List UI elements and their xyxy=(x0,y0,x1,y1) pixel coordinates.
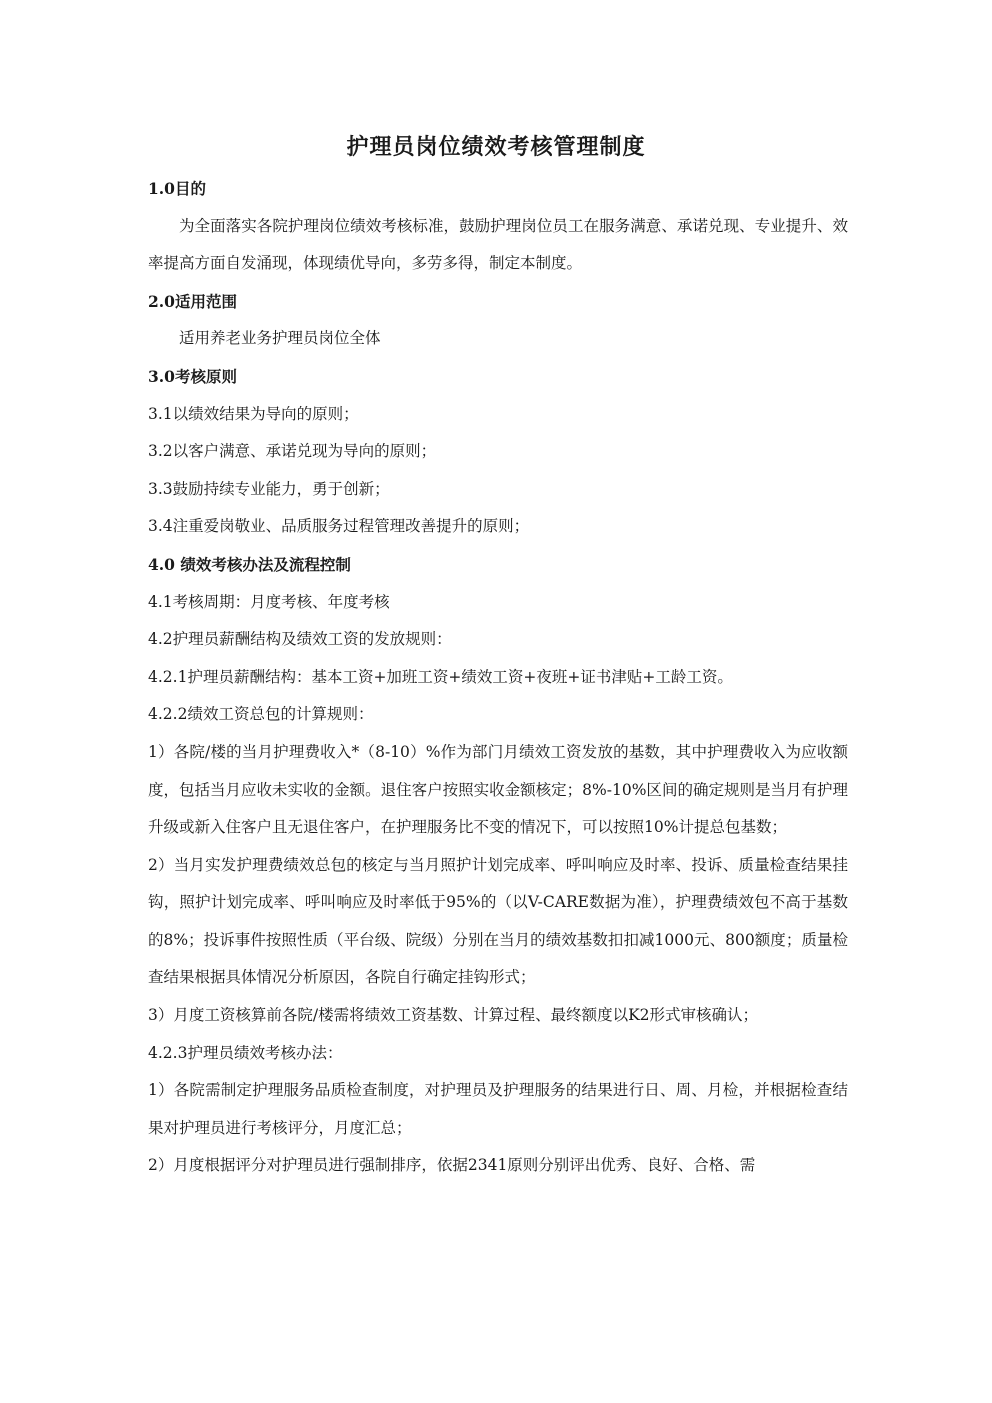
method-item: 4.2护理员薪酬结构及绩效工资的发放规则： xyxy=(148,630,452,649)
principle-item: 3.3鼓励持续专业能力，勇于创新； xyxy=(148,479,390,498)
rule-paragraph: 2）月度根据评分对护理员进行强制排序，依据2341原则分别评出优秀、良好、合格、需 xyxy=(148,1156,756,1175)
section-heading-methods: 4.0 绩效考核办法及流程控制 xyxy=(148,554,351,574)
section-heading-principles: 3.0考核原则 xyxy=(148,366,237,386)
rule-paragraph: 1）各院需制定护理服务品质检查制度，对护理员及护理服务的结果进行日、周、月检，并根据检查结果对护理员进行考核评分，月度汇总； xyxy=(148,1081,848,1137)
rule-paragraph: 2）当月实发护理费绩效总包的核定与当月照护计划完成率、呼叫响应及时率、投诉、质量检查结果挂钩，照护计划完成率、呼叫响应及时率低于95%的（以V-CARE数据为准），护理费绩效包不高于基数的8%；投诉事件按照性质（平台级、院级）分别在当月的绩效基数扣扣减1000元、800额度；质量检查结果根据具体情况分析原因，各院自行确定挂钩形式； xyxy=(148,855,848,987)
method-item: 4.2.3护理员绩效考核办法： xyxy=(148,1043,343,1062)
section-heading-purpose: 1.0目的 xyxy=(148,179,206,198)
rule-paragraph: 3）月度工资核算前各院/楼需将绩效工资基数、计算过程、最终额度以K2形式审核确认； xyxy=(148,1006,759,1025)
document-title: 护理员岗位绩效考核管理制度 xyxy=(346,134,646,160)
principle-item: 3.1以绩效结果为导向的原则； xyxy=(148,404,359,423)
section-heading-scope: 2.0适用范围 xyxy=(148,291,237,311)
principle-item: 3.2以客户满意、承诺兑现为导向的原则； xyxy=(148,442,437,461)
rule-paragraph: 1）各院/楼的当月护理费收入*（8-10）%作为部门月绩效工资发放的基数，其中护理费收入为应收额度，包括当月应收未实收的金额。退住客户按照实收金额核定；8%-10%区间的确定规则是当月有护理升级或新入住客户且无退住客户，在护理服务比不变的情况下，可以按照10%计提总包基数； xyxy=(148,742,848,837)
section-body-purpose: 为全面落实各院护理岗位绩效考核标准，鼓励护理岗位员工在服务满意、承诺兑现、专业提升、效率提高方面自发涌现，体现绩优导向，多劳多得，制定本制度。 xyxy=(148,216,848,273)
method-item: 4.2.2绩效工资总包的计算规则： xyxy=(148,705,374,724)
principle-item: 3.4注重爱岗敬业、品质服务过程管理改善提升的原则； xyxy=(148,517,530,536)
method-item: 4.1考核周期：月度考核、年度考核 xyxy=(148,592,390,611)
method-item: 4.2.1护理员薪酬结构：基本工资+加班工资+绩效工资+夜班+证书津贴+工龄工资。 xyxy=(148,667,733,686)
document-body xyxy=(148,170,848,1185)
section-body-scope: 适用养老业务护理员岗位全体 xyxy=(179,329,381,348)
